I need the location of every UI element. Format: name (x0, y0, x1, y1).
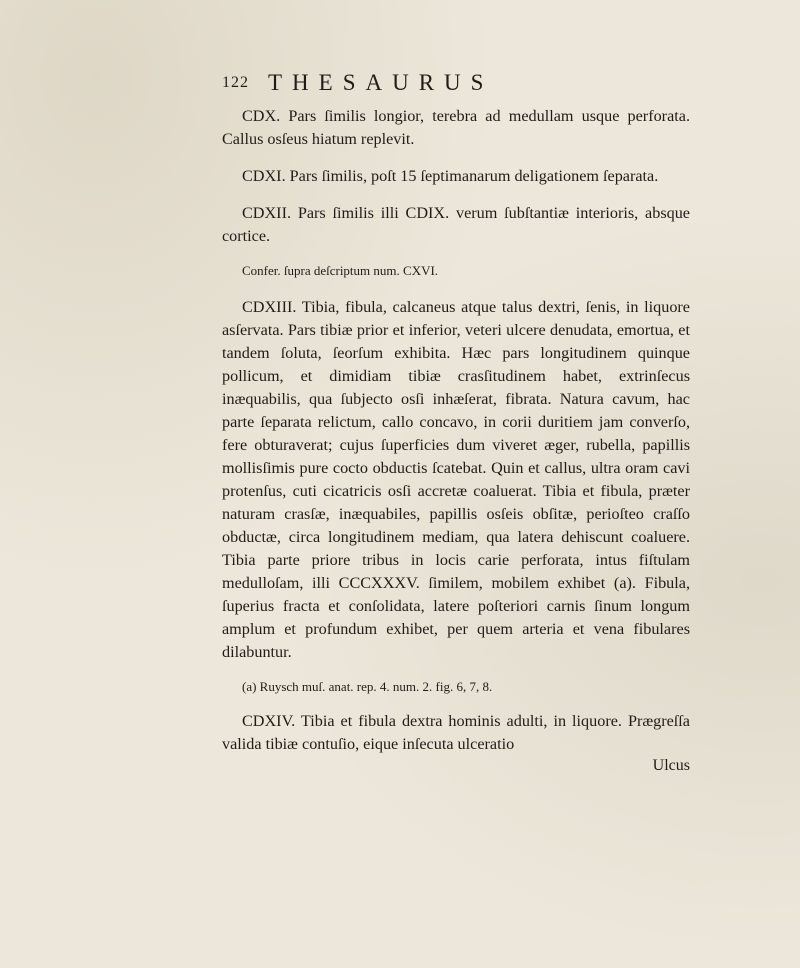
page-number: 122 (222, 74, 249, 91)
entry-cdxii: CDXII. Pars ſimilis illi CDIX. verum ſubſtantiæ interioris, absque cortice. (222, 204, 690, 245)
entry-cdxiii: CDXIII. Tibia, fibula, calcaneus atque talus dextri, ſenis, in liquore asſervata. Pars tibiæ prior et inferior, veteri ulcere denudata, emortua, et tandem ſoluta, ſeorſum exhibita. Hæc pars longitudinem quinque pollicum, et dimidiam tibiæ crasſitudinem habet, extrinſecus inæquabilis, qua ſubjecto osſi inhæſerat, fibrata. Natura cavum, hac parte ſeparata relictum, callo concavo, in corii duritiem jam converſo, fere obturaverat; cujus ſuperficies dum viveret æger, rubella, papillis mollisſimis pure cocto obductis ſcatebat. Quin et callus, ultra oram cavi protenſus, cuti cicatricis osſi accretæ coaluerat. Tibia et fibula, præter naturam crasſæ, inæquabiles, papillis osſeis obſitæ, perioſteo craſſo obductæ, circa longitudinem mediam, qua latera dehiscunt coaluere. Tibia parte priore tribus in locis carie perforata, intus fiſtulam medulloſam, illi CCCXXXV. ſimilem, mobilem exhibet (a). Fibula, ſuperius fracta et conſolidata, latere poſteriori carnis ſinum longum amplum et profundum exhibet, per quem arteria et vena fibulares dilabuntur. (222, 298, 690, 661)
page-body (222, 105, 690, 776)
entry-cdx: CDX. Pars ſimilis longior, terebra ad medullam usque perforata. Callus osſeus hiatum replevit. (222, 107, 690, 148)
entry-cdxi: CDXI. Pars ſimilis, poſt 15 ſeptimanarum deligationem ſeparata. (242, 167, 659, 185)
entry-cdxiv: CDXIV. Tibia et fibula dextra hominis adulti, in liquore. Prægreſſa valida tibiæ contuſio, eique inſecuta ulceratio (222, 712, 690, 753)
running-title: THESAURUS (268, 70, 494, 95)
catchword: Ulcus (652, 757, 690, 774)
footnote: (a) Ruysch muſ. anat. rep. 4. num. 2. fig. 6, 7, 8. (242, 679, 493, 694)
cross-reference-note: Confer. ſupra deſcriptum num. CXVI. (242, 263, 439, 278)
page-header (222, 70, 582, 100)
